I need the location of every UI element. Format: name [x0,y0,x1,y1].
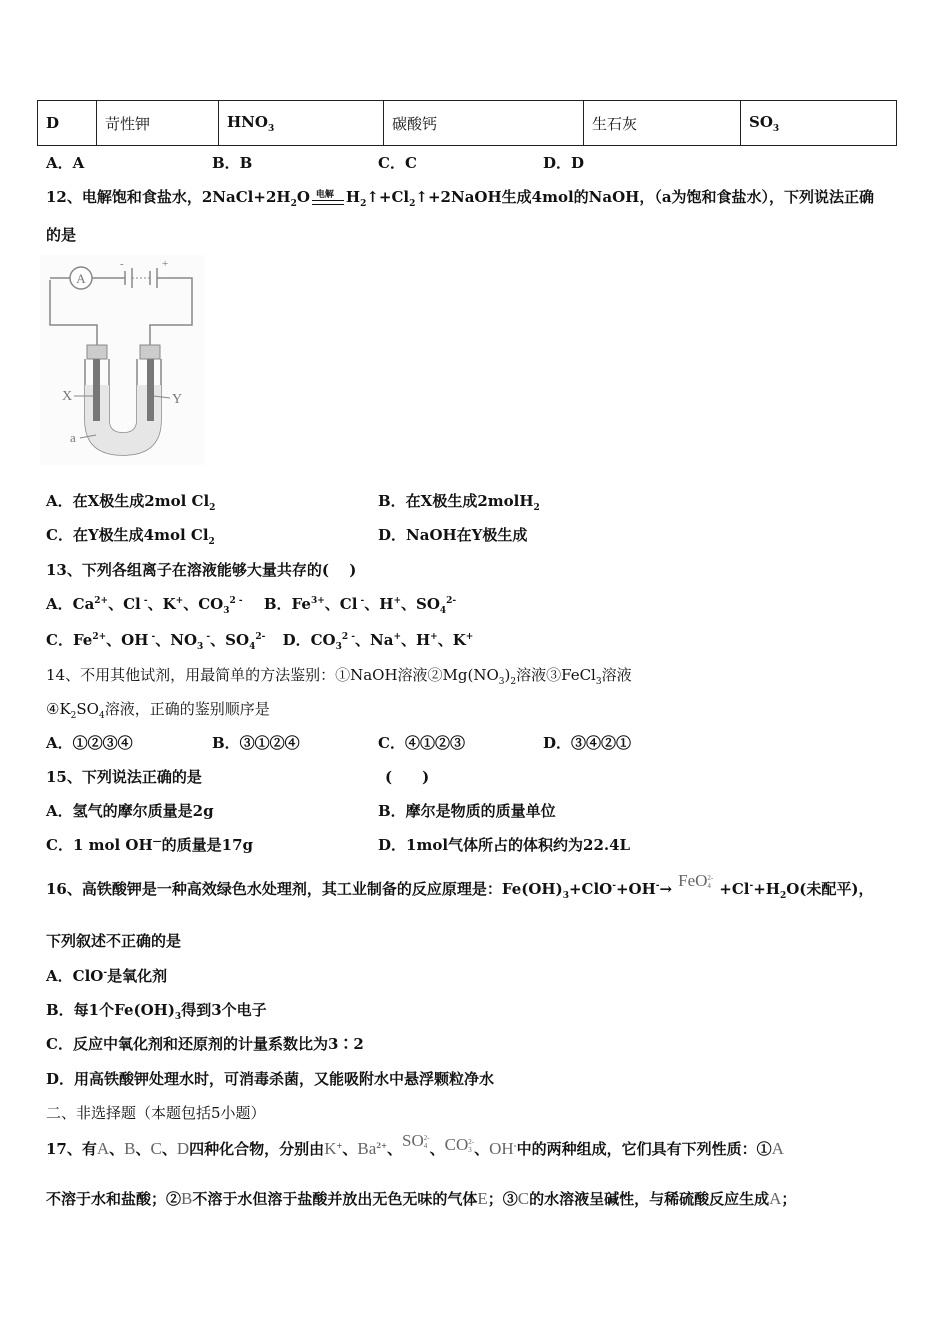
text: A．Ca [46,595,95,613]
q12-option-b [378,490,540,513]
sup: - [357,596,365,606]
text: A．ClO [46,967,104,985]
sup: — [152,837,162,847]
text: ；③ [487,1190,518,1208]
minus-label: - [120,258,124,270]
cell-text: SO [749,112,773,131]
text: 、K [437,631,466,649]
text: SO [76,700,99,718]
text: SO [402,1131,424,1150]
text: 、 [342,1140,358,1158]
sub: 3 [223,606,230,616]
sup: - [612,881,616,891]
text: D．CO [282,631,336,649]
subscript: 2 [209,503,216,513]
q12-option-a [46,490,215,513]
text: 16、高铁酸钾是一种高效绿色水处理剂，其工业制备的反应原理是：Fe(OH) [46,880,563,898]
sup: 2 - [229,596,243,606]
text: +H [753,880,780,898]
text: 、OH [106,631,149,649]
q16-option-d: D．用高铁酸钾处理水时，可消毒杀菌，又能吸附水中悬浮颗粒净水 [46,1070,495,1088]
text: 的水溶液呈碱性，与稀硫酸反应生成 [529,1190,770,1208]
compound-b: B [181,1189,193,1208]
sup: + [175,596,184,606]
sup: 2+ [94,596,109,606]
subscript: 3 [267,123,275,134]
compound-c: C [517,1189,530,1208]
text: 、NO [155,631,198,649]
text: 中的两种组成，它们具有下列性质：① [516,1140,772,1158]
table-cell [97,101,219,146]
sup: 2+ [92,632,107,642]
sup: + [465,632,474,642]
text: 溶液 [601,666,632,684]
text: 、H [400,631,431,649]
cell-text: HNO [227,112,268,131]
q13-stem: 13、下列各组离子在溶液能够大量共存的( ) [46,561,357,579]
q15-option-b: B．摩尔是物质的质量单位 [378,802,556,820]
text: 、Cl [108,595,141,613]
q17-stem [46,1131,784,1159]
ion-co3 [445,1135,474,1154]
text: 不溶于水和盐酸；② [46,1190,182,1208]
sup: - [203,632,211,642]
cell-text: 碳酸钙 [392,114,438,133]
sub: 4 [249,642,256,652]
sub: 4 [439,606,447,616]
text: 的质量是17g [161,836,254,854]
sup: 2 - [341,632,355,642]
q16-option-b [46,999,267,1022]
sup: - [513,1141,517,1150]
sup: - [103,968,108,978]
sub: 4 [423,1142,428,1151]
sub: 4 [707,882,711,891]
ferrate-ion [678,871,713,890]
q11-option-b: B．B [212,154,253,172]
section-heading: 二、非选择题（本题包括5小题） [46,1104,266,1122]
sup: 2- [468,1138,475,1147]
sup: 2- [707,874,714,883]
q12-stem-line2: 的是 [46,226,77,244]
text: ④K [46,700,71,718]
electrolysis-arrow [312,189,344,207]
label-x: X [62,389,73,404]
text: 不溶于水但溶于盐酸并放出无色无味的气体 [192,1190,478,1208]
text: 、 [429,1140,445,1158]
text: 是氧化剂 [107,967,168,985]
q12-option-d: D．NaOH在Y极生成 [378,526,528,544]
sub: 2 [70,711,77,721]
sup: + [430,632,438,642]
q11-option-c: C．C [378,154,417,172]
sub: 3 [174,1012,182,1022]
label-a: a [70,430,76,445]
electrode-x [93,359,100,421]
sup: 2- [423,1134,430,1143]
label-y: Y [172,392,183,407]
text: 12、电解饱和食盐水，2NaCl+2H [46,188,291,206]
text: 溶液，正确的鉴别顺序是 [104,700,270,718]
text: 17、有 [46,1140,97,1158]
q14-stem [46,664,632,687]
text: 溶液③FeCl [516,666,596,684]
text: B．在X极生成2molH [378,492,534,510]
sup: 2+ [376,1141,387,1150]
subscript: 3 [772,123,780,134]
sup: + [393,632,401,642]
q16-option-c: C．反应中氧化剂和还原剂的计量系数比为3∶2 [46,1035,364,1053]
ammeter-label: A [76,271,86,286]
q11-option-a: A．A [46,154,85,172]
text: H [345,188,361,206]
q14-option-d: D．③④②① [543,734,632,752]
text: 、 [474,1140,490,1158]
text: 、H [364,595,394,613]
gas-e: E [477,1189,488,1208]
compound-a: A [769,1189,782,1208]
compound-a: A [771,1139,784,1158]
ion-oh: OH [489,1139,514,1158]
text: O(未配平)， [786,880,874,898]
q12-stem [46,186,874,209]
text: 得到3个电子 [181,1001,267,1019]
text: 、SO [210,631,250,649]
q14-option-a: A．①②③④ [46,734,133,752]
u-tube-figure [40,255,205,465]
text: 、 [135,1140,151,1158]
table-cell [741,101,897,146]
text: B．Fe [263,595,311,613]
q16-stem [46,871,874,901]
sub: 3 [498,677,505,687]
q14-option-b: B．③①②④ [212,734,300,752]
sub: 2 [779,891,787,901]
text: +OH [615,880,656,898]
q15-option-a: A．氢气的摩尔质量是2g [46,802,214,820]
text: A．在X极生成2mol Cl [46,492,210,510]
sub: 3 [197,642,204,652]
table-cell [38,101,97,146]
sub: 2 [510,677,517,687]
sub: 3 [468,1146,472,1155]
cell-text: 生石灰 [592,114,638,133]
compound-d: D [176,1139,190,1158]
subscript: 2 [360,199,367,209]
sup: - [148,632,156,642]
sup: - [749,881,754,891]
electrode-y [147,359,154,421]
text: 、K [147,595,176,613]
text: +Cl [719,880,750,898]
text: 、 [109,1140,125,1158]
compound-a: A [96,1139,110,1158]
subscript: 2 [409,199,416,209]
text: 、Cl [324,595,358,613]
sup: 2- [446,596,457,606]
ion-k: K [324,1139,337,1158]
sup: + [393,596,401,606]
text: C．Fe [46,631,93,649]
table-row [38,101,897,146]
compound-c: C [150,1139,162,1158]
q15-stem: 15、下列说法正确的是 [46,768,202,786]
ion-so4 [402,1131,430,1150]
text: ； [781,1190,797,1208]
compound-b: B [124,1139,136,1158]
q15-option-d: D．1mol气体所占的体积约为22.4L [378,836,631,854]
text: C．在Y极生成4mol Cl [46,526,209,544]
cell-text: D [46,114,60,132]
text: 、SO [401,595,440,613]
plus-label: + [162,258,169,270]
q16-option-a [46,965,167,986]
sub: 3 [595,677,602,687]
table-cell [584,101,741,146]
text: ↑+Cl [366,188,410,206]
text: → [659,880,673,898]
sub: 3 [562,891,569,901]
text: 、CO [183,595,224,613]
q16-stem-line2: 下列叙述不正确的是 [46,932,182,950]
sup: 2- [255,632,266,642]
q15-paren: ( ) [385,768,430,786]
text: CO [444,1135,469,1154]
q12-option-c [46,524,215,547]
table-cell [384,101,584,146]
arrow-label: 电解 [315,190,334,200]
text: 14、不用其他试剂，用最简单的方法鉴别：①NaOH溶液②Mg(NO [46,666,499,684]
text: C．1 mol OH [46,836,153,854]
cell-text: 苛性钾 [105,114,151,133]
text: 、 [161,1140,177,1158]
text: 、Na [355,631,394,649]
q14-option-c: C．④①②③ [378,734,465,752]
text: 、 [387,1140,403,1158]
subscript: 2 [533,503,540,513]
q13-options-cd [46,629,473,652]
q17-stem-line2 [46,1188,796,1209]
sup: - [655,881,660,891]
options-table [37,100,897,146]
text: FeO [678,871,708,890]
q15-option-c [46,834,253,855]
q14-stem-line2 [46,698,270,721]
text: +ClO [568,880,613,898]
text: O [296,188,310,206]
text: 四种化合物，分别由 [189,1140,325,1158]
subscript: 2 [208,537,215,547]
subscript: 2 [290,199,297,209]
q13-options-ab [46,593,456,616]
sup: 3+ [310,596,325,606]
table-cell [219,101,384,146]
text: B．每1个Fe(OH) [46,1001,175,1019]
ion-ba: Ba [357,1139,377,1158]
electrolysis-diagram [40,255,205,465]
sub: 4 [98,711,105,721]
text: ↑+2NaOH生成4mol的NaOH，（a为饱和食盐水），下列说法正确 [415,188,875,206]
sup: + [336,1141,343,1150]
text: ) [504,666,511,684]
q11-option-d: D．D [543,154,585,172]
sub: 3 [335,642,342,652]
sup: - [140,596,148,606]
